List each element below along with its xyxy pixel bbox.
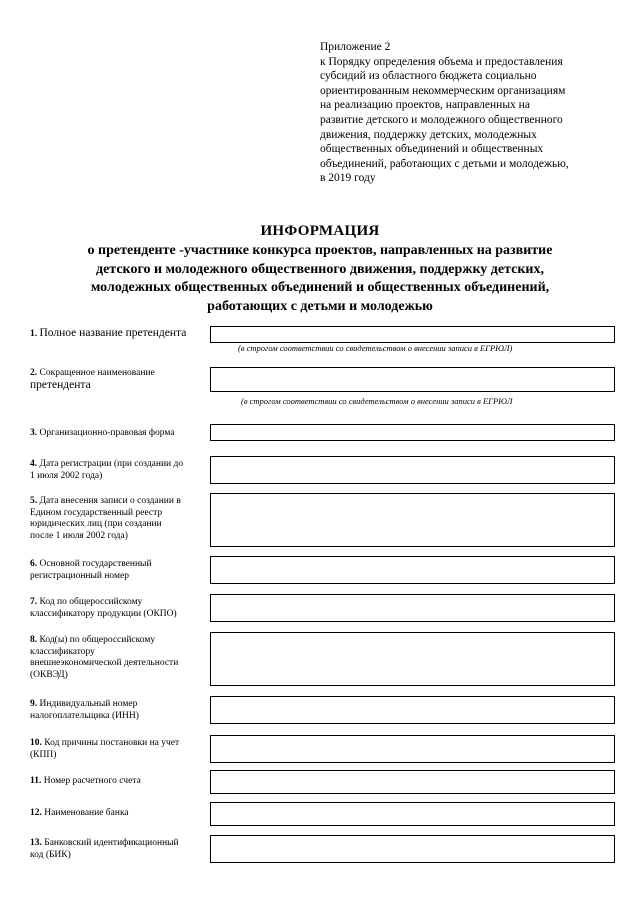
field-label: 9. Индивидуальный номер налогоплательщика (ИНН) <box>30 699 139 721</box>
field-label: 7. Код по общероссийскому классификатору продукции (ОКПО) <box>30 597 177 619</box>
full-name-input[interactable] <box>210 326 615 343</box>
appendix-header <box>320 40 620 186</box>
field-note: (в строгом соответствии со свидетельством о внесении записи в ЕГРЮЛ) <box>238 343 513 353</box>
title-main: ИНФОРМАЦИЯ <box>260 223 380 239</box>
egrul-date-input[interactable] <box>210 493 615 547</box>
field-label: 5. Дата внесения записи о создании в Едином государственный реестр юридических лиц (при создании после 1 июля 2002 года) <box>30 496 181 541</box>
inn-input[interactable] <box>210 696 615 724</box>
title-sub-line: детского и молодежного общественного движения, поддержку детских, <box>96 261 544 277</box>
bik-input[interactable] <box>210 835 615 863</box>
account-number-input[interactable] <box>210 770 615 794</box>
appendix-line: Приложение 2 <box>320 41 391 53</box>
title-sub-line: работающих с детьми и молодежью <box>207 298 433 314</box>
field-note: (в строгом соответствии со свидетельством о внесении записи в ЕГРЮЛ <box>241 396 513 406</box>
field-label: 1. Полное название претендента <box>30 327 187 339</box>
field-label: 3. Организационно-правовая форма <box>30 428 175 438</box>
field-label: 13. Банковский идентификационный код (БИК) <box>30 838 179 860</box>
title-sub-line: молодежных общественных объединений и общественных объединений, <box>90 280 550 295</box>
appendix-line: к Порядку определения объема и предоставления <box>320 55 563 68</box>
short-name-input[interactable] <box>210 367 615 392</box>
ogrn-input[interactable] <box>210 556 615 584</box>
title-sub-line: о претенденте -участнике конкурса проектов, направленных на развитие <box>87 243 553 258</box>
appendix-line: субсидий из областного бюджета социально <box>320 70 537 83</box>
bank-name-input[interactable] <box>210 802 615 826</box>
appendix-line: развитие детского и молодежного общественного <box>320 113 563 126</box>
field-label: 2. Сокращенное наименование претендента <box>30 368 155 391</box>
appendix-line: общественных объединений и общественных <box>320 143 544 156</box>
field-label: 12. Наименование банка <box>30 808 129 818</box>
registration-date-input[interactable] <box>210 456 615 484</box>
appendix-line: в 2019 году <box>320 172 376 185</box>
field-label: 6. Основной государственный регистрационный номер <box>30 559 152 581</box>
document-title <box>0 222 640 316</box>
appendix-line: объединений, работающих с детьми и молодежью, <box>320 157 569 170</box>
appendix-line: движения, поддержку детских, молодежных <box>320 128 537 141</box>
field-label: 11. Номер расчетного счета <box>30 776 141 786</box>
field-label: 8. Код(ы) по общероссийскому классификатору внешнеэкономической деятельности (ОКВЭД) <box>30 635 179 680</box>
appendix-line: ориентированным некоммерческим организациям <box>320 84 566 97</box>
okpo-input[interactable] <box>210 594 615 622</box>
title-subtitle <box>0 242 640 316</box>
okved-input[interactable] <box>210 632 615 686</box>
kpp-input[interactable] <box>210 735 615 763</box>
appendix-line: на реализацию проектов, направленных на <box>320 99 530 112</box>
field-label: 10. Код причины постановки на учет (КПП) <box>30 738 180 760</box>
field-label: 4. Дата регистрации (при создании до 1 июля 2002 года) <box>30 459 184 481</box>
legal-form-input[interactable] <box>210 424 615 441</box>
